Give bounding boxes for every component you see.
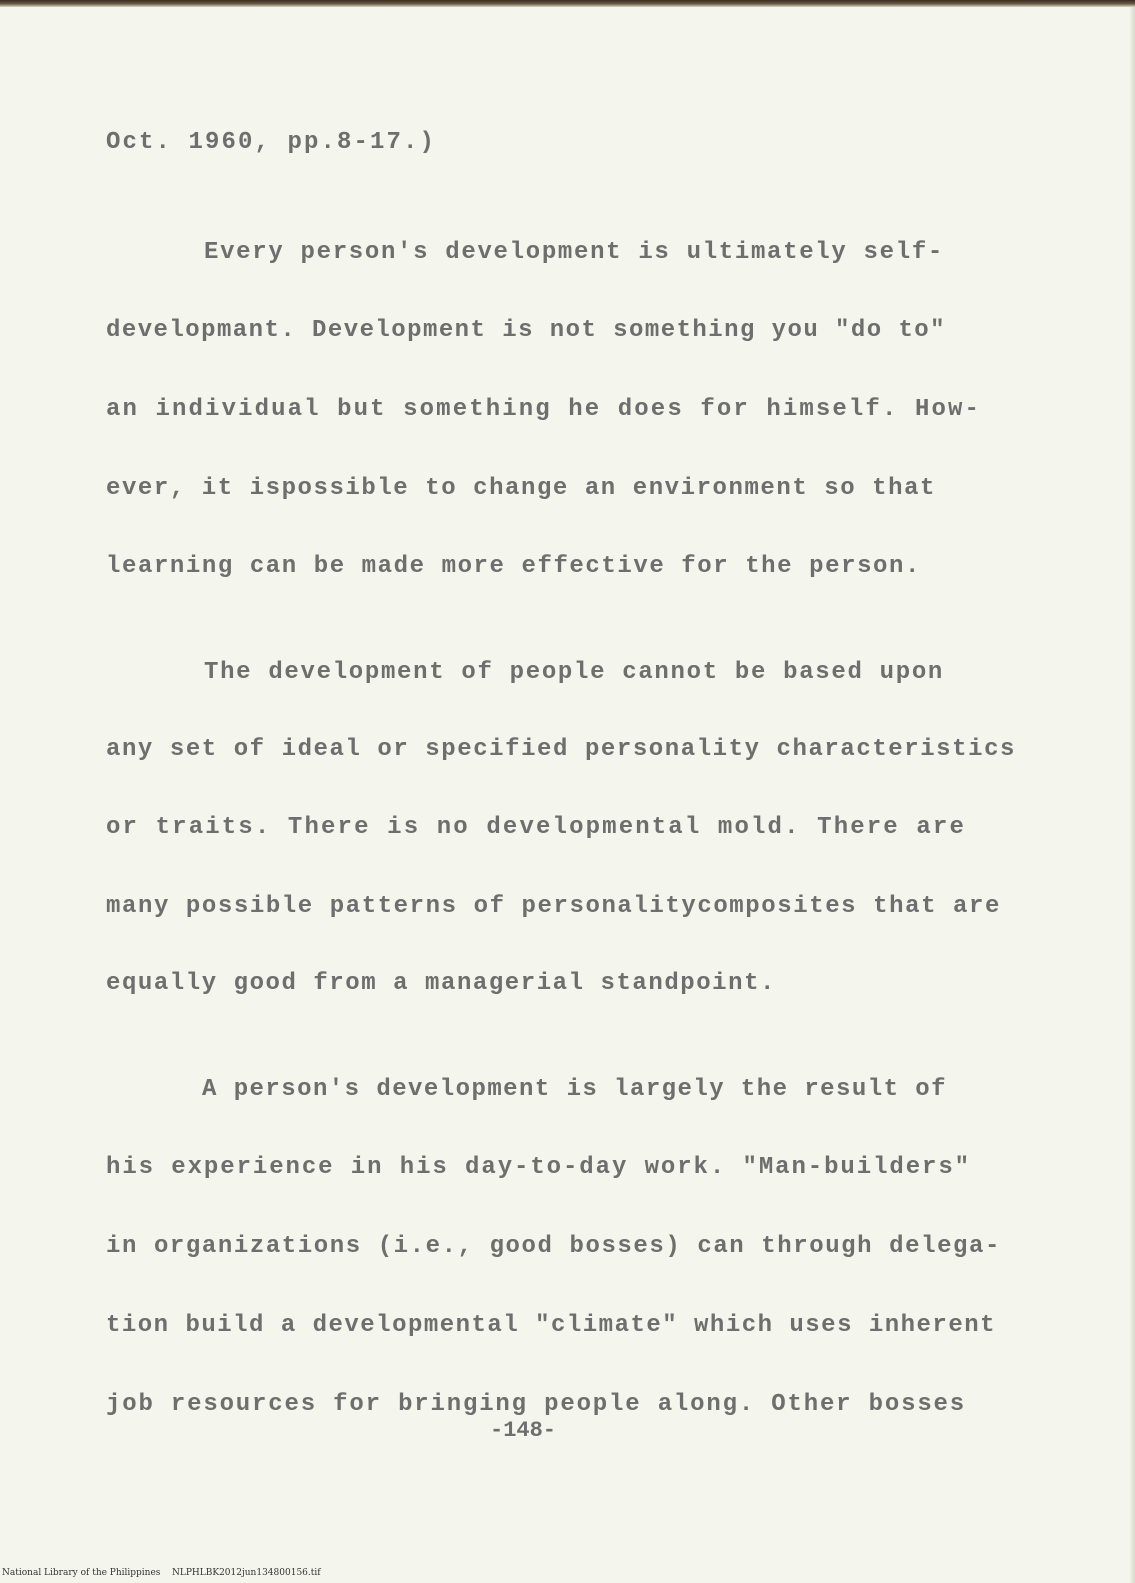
text-line: tion build a developmental "climate" which uses inherent [106,1312,996,1339]
text-line: equally good from a managerial standpoint. [106,970,776,997]
text-line: Oct. 1960, pp.8-17.) [106,129,436,156]
text-line: many possible patterns of personalitycomposites that are [106,893,1001,920]
footer-source: National Library of the Philippines [2,1568,161,1578]
text-line: ever, it ispossible to change an environment so that [106,475,936,502]
text-line: or traits. There is no developmental mold. There are [106,814,966,841]
page-top-edge [0,0,1135,7]
text-line: an individual but something he does for himself. How- [106,396,981,423]
footer-filename: NLPHLBK2012jun134800156.tif [172,1568,321,1578]
paragraph-3-first-line: A person's development is largely the result of [202,1076,947,1103]
paragraph-1-first-line: Every person's development is ultimately self- [204,239,944,266]
page-right-shadow [1129,7,1135,1583]
text-line: in organizations (i.e., good bosses) can through delega- [106,1233,1001,1260]
text-line: learning can be made more effective for the person. [106,553,921,580]
page-number: -148- [490,1418,557,1443]
text-line: job resources for bringing people along. Other bosses [106,1391,966,1418]
text-line: any set of ideal or specified personality characteristics [106,736,1016,763]
text-line: his experience in his day-to-day work. "Man-builders" [106,1154,971,1181]
paragraph-2-first-line: The development of people cannot be based upon [204,659,944,686]
text-line: developmant. Development is not something you "do to" [106,317,946,344]
